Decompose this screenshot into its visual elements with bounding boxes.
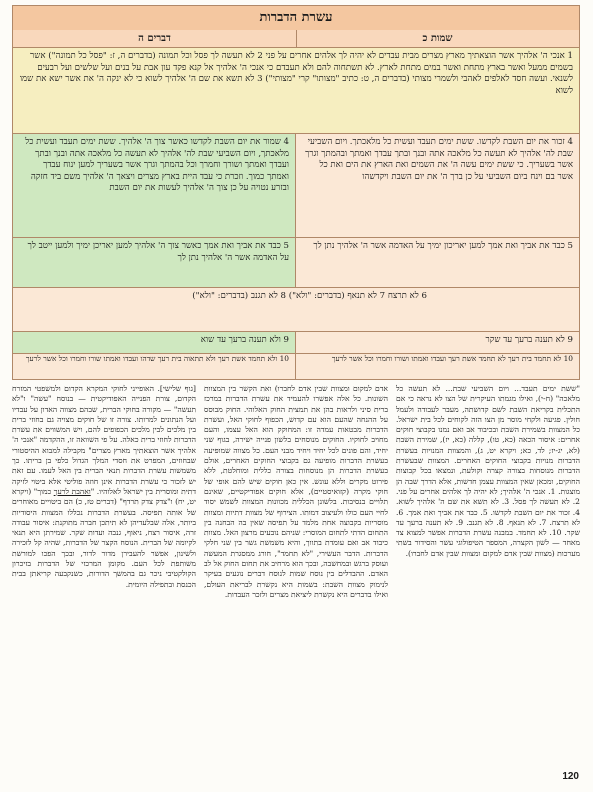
body-column-right: "ששת ימים תעבד... ויום השביעי שבת... לא תעשה כל מלאכה" (ח-י), ואילו מגמתו העיקרית של הצו לא נראה כי אם התכלית בקריאת השבת לשם קדושתה, מעבר לעבודה ולעמל חולין. פגיעה ולקחי מוסר מן הצו הזה לקוחים לכל בית ישראל. כל המצוות בשמירת השבת ובכיבוד אב ואם נמנו בקבוצי חוקים אחרים: איסור הכאה (כא, טו), קללה (כא, יז), שמירת השבת (לא, יג-יז; לד, כא; ויקרא יט, ג), והמצוות המנויות בעשרת הדברות מנויות בקבוצי החוקים האחרים. המצוות שבעשרת הדברות מנוסחות בצורה קצרה וקולעת, ונמצאו בכל קבוצות החוקים, ומכאן שאין המצוות עצמן חדשות, אלא הדרך שבה הן מוצגות. 1. אנכי ה' אלהיך; לא יהיה לך אלהים אחרים על פני. 2. לא תעשה לך פסל. 3. לא תשא את שם ה' אלהיך לשוא. 4. זכור את יום השבת לקדשו. 5. כבד את אביך ואת אמך. 6. לא תרצח. 7. לא תנאף. 8. לא תגנב. 9. לא תענה ברעך עד שקר. 10. לא תחמד. במבנה עשרת הדברות אפשר למצוא צד מאחד — לשון הקצרה, המספר הטיפולוגי עשר והסידור בשתי מערכות (מצוות שבין אדם למקום ומצוות שבין אדם לחברו). (396, 384, 580, 558)
body-column-left: [גוף שלישי]. האופייני לחוקי המקרא הקדום ולמשפטי המזרח הקדום, צורת הפנייה האפודיקטית — בנוסח "עשה" ו"לא תעשה" — מקורה בחוקי הברית, שבהם מצווה האדון על עבדיו ועל הנתונים למרותו. צורה זו של חוקים מצויה גם בחוזי ברית בין מלכים לבין מלכים הכפופים להם, ויש המשווים את עשרת הדברות לחוזי ברית כאלה. על פי השוואה זו, ההקדמה "אנכי ה' אלהיך אשר הוצאתיך מארץ מצרים" מקבילה למבוא ההיסטורי שבחוזים, המפרט את חסדי המלך הגדול כלפי בן בריתו. כך משמשות עשרת הדברות תנאי הברית בין האל לעמו. עם זאת יש לזכור כי עשרת הדברות אינן חוזה פוליטי אלא ביטוי לזיקה דתית ומוסרית בין ישראל לאלוהיו. "ואהבת לרעך כמוך" (ויקרא יט, יח) ו"צדק צדק תרדף" (דברים טז, כ) הם ביטויים מאוחרים של אותה תפיסה. בעשרת הדברות נכללו המצוות היסודיות ביותר, אלה שבלעדיהן לא תיתכן חברה מתוקנת: איסור עבודה זרה, איסור רצח, ניאוף, גנבה ועדות שקר. שמירתן היא תנאי לקיומה של הברית. הנוסח הקצר של הדברות, שהיה קל לזכירה ולשינון, אפשר להעבירן מדור לדור, ובכך הפכו למורשת משותפת לכל העם. מקומן המרכזי של הדברות בזיכרון הקולקטיבי ניכר גם בהמשך הדורות, כשנקבעה קריאתן בבית הכנסת ובתפילה היומית. (12, 384, 196, 589)
exodus-false-witness-text: 9 לא תענה ברעך עד שקר (485, 335, 573, 345)
commandments-6-8-text: 6 לא תרצח 7 לא תנאף (בדברים: "ולא") 8 לא תגנב (בדברים: "ולא") (192, 291, 427, 301)
exodus-shabbat-text: 4 זכור את יום השבת לקדשו. ששת ימים תעבד ועשית כל מלאכתך. ויום השביעי שבת לה' אלהיך לא תעשה כל מלאכה אתה ובנך ובתך עבדך ואמתך ובהמתך וגרך אשר בשעריך. כי ששת ימים עשה ה' את השמים ואת הארץ את הים ואת כל אשר בם וינח ביום השביעי על כן ברך ה' את יום השבת ויקדשהו (305, 137, 573, 182)
underlined-phrase: ואהבת לרעך (53, 486, 91, 496)
page-number: 120 (562, 771, 579, 782)
table-row-commandment-5 (13, 238, 579, 288)
ten-commandments-table (12, 5, 580, 380)
column-header-exodus: שמות כ (296, 30, 579, 48)
exodus-covet-text: 10 לא תחמד בית רעך לא תחמד אשת רעך ועבדו ואמתו ושורו וחמרו וכל אשר לרעך (331, 354, 573, 363)
table-title: עשרת הדברות (13, 6, 579, 31)
exodus-honor-parents-text: 5 כבד את אביך ואת אמך למען יאריכון ימיך על האדמה אשר ה' אלהיך נתן לך (313, 241, 573, 251)
deuteronomy-false-witness-text: 9 ולא תענה ברעך עד שוא (13, 332, 296, 353)
deuteronomy-covet-text: 10 ולא תחמד אשת רעך ולא תתאוה בית רעך שדהו ועבדו ואמתו שורו וחמרו וכל אשר לרעך (13, 354, 296, 379)
deuteronomy-honor-parents-text: 5 כבד את אביך ואת אמך כאשר צוך ה' אלהיך למען יאריכן ימיך ולמען ייטב לך על האדמה אשר ה' אלהיך נתן לך (13, 238, 296, 287)
table-row-commandments-6-8 (13, 288, 579, 332)
table-row-commandments-1-3 (13, 48, 579, 134)
table-row-commandment-9 (13, 332, 579, 354)
table-row-commandment-10 (13, 354, 579, 379)
body-text (12, 384, 580, 764)
body-column-middle: אדם למקום ומצוות שבין אדם לחברו) ואת הקשר בין המצוות השונות. כל אלה אפשרו להעמיד את עשרת הדברות במרכז ברית סיני ולראות בהן את תמצית החוק האלוהי. החוק מבוסס על ההנחה שהעם הוא עם קדוש, הכפוף לחוקי האל, ועשרת הדברות מבטאות עמדה זו: המחוקק הוא האל עצמו, והעם מחויב לחוקיו. החוקים מנוסחים בלשון פנייה ישירה, בגוף שני יחיד, והם פונים לכל יחיד ויחיד מבני העם. כל מצווה שמופיעה בעשרת הדברות מופיעה גם בקבוצי החוקים האחרים, אולם בעשרת הדברות הן מנוסחות בצורה כללית ומוחלטת, ללא פירוט מקרים וללא עונש. אין כאן חוקים שיש להם אופי של חוקי מקרה (קזואיסטיים), אלא חוקים אפודיקטיים, שאינם תלויים בנסיבות. בלשונן הכללית מכוונות המצוות לשמש יסוד לחיי העם כולו ולעיצוב דמותו. הצירוף של מצוות דתיות ומצוות מוסריות בקבוצה אחת מלמד על תפיסה שאין בה הבחנה בין התחום הדתי לתחום המוסרי: שניהם נובעים מרצון האל. מצוות כיבוד אב ואם עומדת בתווך, והיא משמשת גשר בין שני חלקי הדברות. הדבר העשירי, "לא תחמד", חורג ממסגרת המעשה ועוסק ברגש ובמחשבה, ובכך הוא מרחיב את תחום החוק אל לב האדם. ההבדלים בין נוסח שמות לנוסח דברים נוגעים בעיקר לנימוק מצוות השבת: בשמות היא נקשרת לבריאת העולם, ואילו בדברים היא נקשרת ליציאת מצרים ולזכר העבדות. (204, 384, 388, 599)
table-row-commandment-4 (13, 134, 579, 238)
commandments-1-3-text: 1 אנכי ה' אלהיך אשר הוצאתיך מארץ מצרים מבית עבדים לא יהיה לך אלהים אחרים על פני 2 לא תעשה לך פסל וכל תמונה (בדברים ה, ז: "פסל כל תמונה") אשר בשמים ממעל ואשר בארץ מתחת ואשר במים מתחת לארץ. לא תשתחוה להם ולא תעבדם כי אנכי ה' אלהיך אל קנא פקד עון אבת על בנים ועל שלשים ועל רבעים לשנאי. ועשה חסד לאלפים לאהבי ולשמרי מצותי (בדברים ה, ט: כתיב "מצותו" קרי "מצותי") 3 לא תשא את שם ה' אלהיך לשוא כי לא ינקה ה' את אשר ישא את שמו לשוא (13, 48, 579, 133)
deuteronomy-shabbat-text: 4 שמור את יום השבת לקדשו כאשר צוך ה' אלהיך. ששת ימים תעבד ועשית כל מלאכתך, ויום השביעי שבת לה' אלהיך לא תעשה כל מלאכה אתה ובנך ובתך ועבדך ואמתך ושורך וחמרך וכל בהמתך וגרך אשר בשעריך למען ינוח עבדך ואמתך כמוך. וזכרת כי עבד היית בארץ מצרים ויצאך ה' אלהיך משם ביד חזקה ובזרע נטויה על כן צוך ה' אלהיך לעשות את יום השבת (13, 134, 296, 237)
column-header-deuteronomy: דברים ה (13, 30, 297, 48)
